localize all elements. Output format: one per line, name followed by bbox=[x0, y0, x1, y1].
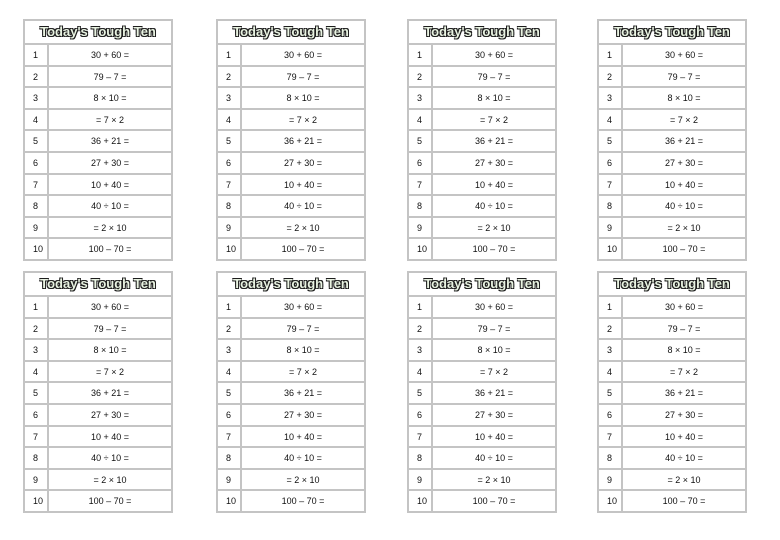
question-text: 10 + 40 = bbox=[664, 179, 704, 190]
question-number: 1 bbox=[599, 45, 623, 65]
question-number: 5 bbox=[599, 131, 623, 151]
question-text: 10 + 40 = bbox=[90, 179, 130, 190]
question-row bbox=[218, 448, 364, 470]
question-row bbox=[599, 88, 745, 110]
question-row bbox=[218, 45, 364, 67]
question-number: 10 bbox=[25, 491, 49, 513]
question-row bbox=[409, 88, 555, 110]
question-text: 100 – 70 = bbox=[662, 244, 706, 255]
question-row bbox=[218, 239, 364, 261]
question-text: 8 × 10 = bbox=[286, 345, 320, 356]
question-text: 100 – 70 = bbox=[662, 496, 706, 507]
question-number: 2 bbox=[218, 319, 242, 339]
question-text: = 7 × 2 bbox=[479, 114, 509, 125]
question-row bbox=[218, 175, 364, 197]
question-text: 10 + 40 = bbox=[474, 179, 514, 190]
question-row bbox=[409, 218, 555, 240]
question-text: 10 + 40 = bbox=[474, 431, 514, 442]
question-number: 7 bbox=[409, 175, 433, 195]
question-text: 27 + 30 = bbox=[90, 409, 130, 420]
question-text: = 2 × 10 bbox=[667, 474, 701, 485]
tough-ten-card bbox=[407, 271, 557, 513]
question-row bbox=[218, 297, 364, 319]
question-number: 6 bbox=[218, 405, 242, 425]
card-title: Today's Tough Ten bbox=[218, 21, 364, 45]
question-number: 2 bbox=[409, 67, 433, 87]
question-text: = 7 × 2 bbox=[95, 114, 125, 125]
question-number: 1 bbox=[599, 297, 623, 317]
question-row bbox=[409, 196, 555, 218]
question-text: = 7 × 2 bbox=[669, 114, 699, 125]
question-row bbox=[409, 239, 555, 261]
question-text: 40 ÷ 10 = bbox=[665, 453, 703, 464]
question-number: 5 bbox=[409, 131, 433, 151]
question-row bbox=[25, 175, 171, 197]
question-number: 4 bbox=[25, 110, 49, 130]
question-text: = 2 × 10 bbox=[477, 474, 511, 485]
question-text: 8 × 10 = bbox=[93, 93, 127, 104]
question-number: 4 bbox=[218, 362, 242, 382]
question-row bbox=[218, 340, 364, 362]
question-row bbox=[599, 319, 745, 341]
question-text: 100 – 70 = bbox=[281, 496, 325, 507]
tough-ten-card bbox=[407, 19, 557, 261]
question-row bbox=[599, 110, 745, 132]
card-title: Today's Tough Ten bbox=[218, 273, 364, 297]
question-number: 6 bbox=[409, 405, 433, 425]
question-text: 30 + 60 = bbox=[474, 302, 514, 312]
question-number: 9 bbox=[218, 470, 242, 490]
question-number: 6 bbox=[599, 405, 623, 425]
question-number: 9 bbox=[409, 218, 433, 238]
question-row bbox=[409, 405, 555, 427]
tough-ten-card bbox=[216, 19, 366, 261]
question-number: 3 bbox=[25, 88, 49, 108]
question-number: 7 bbox=[599, 427, 623, 447]
question-row bbox=[218, 67, 364, 89]
question-text: 36 + 21 = bbox=[664, 136, 704, 147]
question-number: 8 bbox=[599, 448, 623, 468]
question-text: = 7 × 2 bbox=[288, 366, 318, 377]
question-text: = 2 × 10 bbox=[667, 222, 701, 233]
question-number: 4 bbox=[599, 110, 623, 130]
question-row bbox=[218, 153, 364, 175]
question-row bbox=[599, 67, 745, 89]
question-number: 5 bbox=[25, 383, 49, 403]
question-text: 30 + 60 = bbox=[90, 50, 130, 60]
question-number: 3 bbox=[599, 88, 623, 108]
question-number: 10 bbox=[599, 239, 623, 261]
question-text: 36 + 21 = bbox=[664, 388, 704, 399]
question-row bbox=[25, 448, 171, 470]
question-text: 40 ÷ 10 = bbox=[91, 201, 129, 212]
question-row bbox=[409, 470, 555, 492]
question-number: 10 bbox=[409, 239, 433, 261]
question-text: 30 + 60 = bbox=[664, 50, 704, 60]
question-row bbox=[409, 131, 555, 153]
question-number: 10 bbox=[218, 491, 242, 513]
question-row bbox=[25, 131, 171, 153]
question-row bbox=[409, 319, 555, 341]
question-text: 40 ÷ 10 = bbox=[475, 201, 513, 212]
question-number: 7 bbox=[25, 427, 49, 447]
question-text: 100 – 70 = bbox=[88, 244, 132, 255]
question-row bbox=[25, 88, 171, 110]
question-number: 3 bbox=[218, 340, 242, 360]
question-text: 36 + 21 = bbox=[474, 136, 514, 147]
question-text: 10 + 40 = bbox=[90, 431, 130, 442]
question-row bbox=[25, 405, 171, 427]
question-text: 27 + 30 = bbox=[474, 157, 514, 168]
question-row bbox=[599, 297, 745, 319]
question-row bbox=[218, 427, 364, 449]
question-text: 100 – 70 = bbox=[88, 496, 132, 507]
question-text: 27 + 30 = bbox=[664, 409, 704, 420]
question-row bbox=[409, 153, 555, 175]
question-text: 27 + 30 = bbox=[283, 157, 323, 168]
question-row bbox=[218, 88, 364, 110]
tough-ten-card bbox=[23, 271, 173, 513]
question-text: 30 + 60 = bbox=[664, 302, 704, 312]
question-row bbox=[25, 45, 171, 67]
question-text: 40 ÷ 10 = bbox=[91, 453, 129, 464]
question-text: 40 ÷ 10 = bbox=[475, 453, 513, 464]
question-number: 9 bbox=[25, 218, 49, 238]
question-row bbox=[25, 239, 171, 261]
question-row bbox=[25, 110, 171, 132]
card-title: Today's Tough Ten bbox=[25, 21, 171, 45]
question-row bbox=[25, 196, 171, 218]
question-number: 4 bbox=[409, 362, 433, 382]
question-number: 7 bbox=[409, 427, 433, 447]
question-row bbox=[25, 383, 171, 405]
question-number: 1 bbox=[25, 297, 49, 317]
question-number: 5 bbox=[599, 383, 623, 403]
question-number: 10 bbox=[599, 491, 623, 513]
question-text: = 7 × 2 bbox=[288, 114, 318, 125]
question-number: 7 bbox=[599, 175, 623, 195]
question-text: 8 × 10 = bbox=[477, 93, 511, 104]
question-text: 79 – 7 = bbox=[667, 323, 701, 334]
question-text: = 2 × 10 bbox=[286, 474, 320, 485]
question-number: 5 bbox=[25, 131, 49, 151]
question-number: 5 bbox=[218, 131, 242, 151]
question-row bbox=[599, 45, 745, 67]
question-number: 2 bbox=[409, 319, 433, 339]
question-text: 79 – 7 = bbox=[93, 71, 127, 82]
question-number: 1 bbox=[218, 45, 242, 65]
question-number: 9 bbox=[218, 218, 242, 238]
question-row bbox=[599, 427, 745, 449]
question-row bbox=[25, 297, 171, 319]
question-text: 10 + 40 = bbox=[664, 431, 704, 442]
question-row bbox=[409, 67, 555, 89]
question-row bbox=[409, 340, 555, 362]
question-number: 8 bbox=[25, 196, 49, 216]
question-text: 100 – 70 = bbox=[281, 244, 325, 255]
question-text: 40 ÷ 10 = bbox=[284, 453, 322, 464]
question-number: 1 bbox=[409, 297, 433, 317]
question-row bbox=[25, 218, 171, 240]
question-text: 40 ÷ 10 = bbox=[665, 201, 703, 212]
question-row bbox=[599, 470, 745, 492]
question-row bbox=[599, 218, 745, 240]
question-row bbox=[409, 427, 555, 449]
question-row bbox=[218, 362, 364, 384]
question-text: 79 – 7 = bbox=[93, 323, 127, 334]
question-number: 7 bbox=[218, 175, 242, 195]
question-row bbox=[599, 362, 745, 384]
question-number: 7 bbox=[218, 427, 242, 447]
question-text: = 2 × 10 bbox=[477, 222, 511, 233]
question-text: 27 + 30 = bbox=[283, 409, 323, 420]
question-number: 5 bbox=[218, 383, 242, 403]
question-text: = 2 × 10 bbox=[93, 222, 127, 233]
question-text: 36 + 21 = bbox=[283, 136, 323, 147]
tough-ten-card bbox=[23, 19, 173, 261]
question-number: 1 bbox=[409, 45, 433, 65]
question-number: 8 bbox=[409, 196, 433, 216]
question-row bbox=[409, 491, 555, 513]
tough-ten-card bbox=[597, 19, 747, 261]
question-row bbox=[409, 448, 555, 470]
question-text: 10 + 40 = bbox=[283, 431, 323, 442]
question-text: 10 + 40 = bbox=[283, 179, 323, 190]
question-number: 6 bbox=[599, 153, 623, 173]
question-text: 8 × 10 = bbox=[667, 345, 701, 356]
question-number: 3 bbox=[599, 340, 623, 360]
card-title: Today's Tough Ten bbox=[599, 273, 745, 297]
question-number: 2 bbox=[218, 67, 242, 87]
question-number: 4 bbox=[599, 362, 623, 382]
question-number: 6 bbox=[25, 153, 49, 173]
question-row bbox=[218, 383, 364, 405]
question-text: 30 + 60 = bbox=[474, 50, 514, 60]
question-row bbox=[599, 383, 745, 405]
question-row bbox=[25, 427, 171, 449]
question-number: 2 bbox=[599, 319, 623, 339]
question-text: = 7 × 2 bbox=[669, 366, 699, 377]
question-text: = 7 × 2 bbox=[95, 366, 125, 377]
question-row bbox=[218, 405, 364, 427]
question-row bbox=[25, 319, 171, 341]
question-row bbox=[218, 470, 364, 492]
question-row bbox=[218, 319, 364, 341]
question-number: 8 bbox=[599, 196, 623, 216]
question-text: 100 – 70 = bbox=[472, 244, 516, 255]
question-text: 30 + 60 = bbox=[90, 302, 130, 312]
question-row bbox=[25, 153, 171, 175]
question-text: 79 – 7 = bbox=[477, 71, 511, 82]
question-row bbox=[25, 491, 171, 513]
question-number: 6 bbox=[25, 405, 49, 425]
question-text: = 7 × 2 bbox=[479, 366, 509, 377]
question-number: 10 bbox=[218, 239, 242, 261]
question-text: 27 + 30 = bbox=[474, 409, 514, 420]
card-title: Today's Tough Ten bbox=[409, 21, 555, 45]
question-row bbox=[409, 175, 555, 197]
question-number: 7 bbox=[25, 175, 49, 195]
question-row bbox=[409, 297, 555, 319]
question-text: 79 – 7 = bbox=[477, 323, 511, 334]
question-text: 8 × 10 = bbox=[93, 345, 127, 356]
question-text: 8 × 10 = bbox=[667, 93, 701, 104]
question-row bbox=[25, 362, 171, 384]
question-text: 8 × 10 = bbox=[477, 345, 511, 356]
question-number: 3 bbox=[25, 340, 49, 360]
question-number: 2 bbox=[25, 319, 49, 339]
question-row bbox=[599, 491, 745, 513]
tough-ten-card bbox=[597, 271, 747, 513]
question-row bbox=[599, 239, 745, 261]
question-text: 36 + 21 = bbox=[474, 388, 514, 399]
question-number: 8 bbox=[218, 448, 242, 468]
question-row bbox=[218, 110, 364, 132]
question-row bbox=[599, 175, 745, 197]
card-title: Today's Tough Ten bbox=[599, 21, 745, 45]
question-text: 100 – 70 = bbox=[472, 496, 516, 507]
question-number: 1 bbox=[218, 297, 242, 317]
question-row bbox=[409, 362, 555, 384]
question-number: 4 bbox=[409, 110, 433, 130]
card-title: Today's Tough Ten bbox=[25, 273, 171, 297]
question-number: 10 bbox=[409, 491, 433, 513]
question-text: 40 ÷ 10 = bbox=[284, 201, 322, 212]
question-number: 8 bbox=[25, 448, 49, 468]
question-row bbox=[25, 470, 171, 492]
question-number: 4 bbox=[25, 362, 49, 382]
question-number: 4 bbox=[218, 110, 242, 130]
question-text: 79 – 7 = bbox=[667, 71, 701, 82]
question-row bbox=[599, 448, 745, 470]
question-row bbox=[599, 131, 745, 153]
question-row bbox=[218, 196, 364, 218]
question-number: 9 bbox=[25, 470, 49, 490]
question-row bbox=[599, 196, 745, 218]
question-text: = 2 × 10 bbox=[286, 222, 320, 233]
question-number: 10 bbox=[25, 239, 49, 261]
question-number: 3 bbox=[409, 88, 433, 108]
card-title: Today's Tough Ten bbox=[409, 273, 555, 297]
question-text: 30 + 60 = bbox=[283, 50, 323, 60]
question-number: 2 bbox=[25, 67, 49, 87]
question-text: 36 + 21 = bbox=[90, 388, 130, 399]
question-text: 27 + 30 = bbox=[90, 157, 130, 168]
question-number: 9 bbox=[409, 470, 433, 490]
question-row bbox=[409, 110, 555, 132]
question-number: 8 bbox=[218, 196, 242, 216]
question-text: 36 + 21 = bbox=[90, 136, 130, 147]
question-text: 8 × 10 = bbox=[286, 93, 320, 104]
question-text: 30 + 60 = bbox=[283, 302, 323, 312]
question-number: 1 bbox=[25, 45, 49, 65]
question-number: 9 bbox=[599, 218, 623, 238]
question-text: = 2 × 10 bbox=[93, 474, 127, 485]
question-row bbox=[409, 383, 555, 405]
question-row bbox=[25, 340, 171, 362]
question-number: 3 bbox=[218, 88, 242, 108]
question-text: 79 – 7 = bbox=[286, 323, 320, 334]
question-number: 3 bbox=[409, 340, 433, 360]
question-text: 79 – 7 = bbox=[286, 71, 320, 82]
question-row bbox=[409, 45, 555, 67]
question-number: 6 bbox=[409, 153, 433, 173]
question-number: 9 bbox=[599, 470, 623, 490]
question-row bbox=[599, 153, 745, 175]
question-number: 2 bbox=[599, 67, 623, 87]
question-number: 8 bbox=[409, 448, 433, 468]
question-row bbox=[218, 218, 364, 240]
question-row bbox=[599, 405, 745, 427]
question-row bbox=[218, 131, 364, 153]
question-row bbox=[599, 340, 745, 362]
question-row bbox=[25, 67, 171, 89]
question-text: 36 + 21 = bbox=[283, 388, 323, 399]
question-row bbox=[218, 491, 364, 513]
question-text: 27 + 30 = bbox=[664, 157, 704, 168]
question-number: 5 bbox=[409, 383, 433, 403]
question-number: 6 bbox=[218, 153, 242, 173]
tough-ten-card bbox=[216, 271, 366, 513]
